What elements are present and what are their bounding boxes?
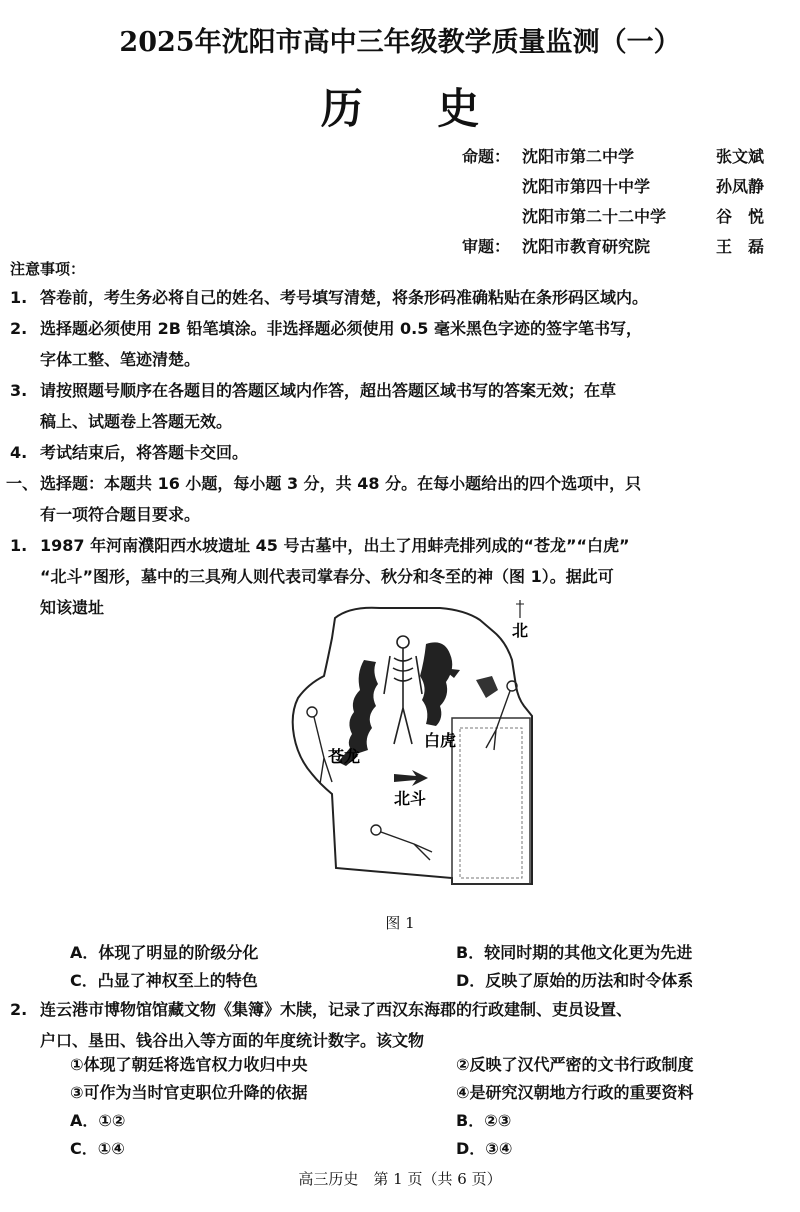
note-line: 考试结束后，将答题卡交回。	[40, 443, 249, 462]
q1-option-a: A．体现了明显的阶级分化	[70, 943, 259, 962]
tomb-figure	[280, 598, 550, 898]
page-footer: 高三历史 第 1 页（共 6 页）	[298, 1170, 502, 1188]
credits-block	[462, 144, 800, 264]
note-item	[10, 375, 790, 406]
note-item	[10, 282, 790, 313]
q2-option-a: A．①②	[70, 1111, 126, 1130]
note-item	[10, 437, 790, 468]
note-line: 选择题必须使用 2B 铅笔填涂。非选择题必须使用 0.5 毫米黑色字迹的签字笔书写，	[40, 319, 642, 338]
credit-name: 谷 悦	[716, 207, 765, 226]
q2-option-d: D．③④	[456, 1139, 513, 1158]
credit-row	[462, 144, 800, 174]
note-number: 2.	[10, 319, 28, 338]
credit-name: 张文斌	[716, 147, 765, 166]
note-number: 1.	[10, 288, 28, 307]
question-line: 知该遗址	[40, 598, 105, 617]
note-number: 4.	[10, 443, 28, 462]
question-line: “北斗”图形，墓中的三具殉人则代表司掌春分、秋分和冬至的神（图 1）。据此可	[40, 567, 614, 586]
q1-option-d: D．反映了原始的历法和时令体系	[456, 971, 694, 990]
q1-option-b: B．较同时期的其他文化更为先进	[456, 943, 693, 962]
canglong-label: 苍龙	[327, 747, 361, 766]
credit-school: 沈阳市第二十二中学	[522, 207, 667, 226]
q2-statement-3: ③可作为当时官吏职位升降的依据	[70, 1083, 308, 1102]
beidou-label: 北斗	[393, 789, 427, 808]
note-item	[10, 313, 790, 344]
section-line: 选择题：本题共 16 小题，每小题 3 分，共 48 分。在每小题给出的四个选项中，只	[40, 474, 642, 493]
q2-statement-2: ②反映了汉代严密的文书行政制度	[456, 1055, 694, 1074]
question-line: 连云港市博物馆馆藏文物《集簿》木牍，记录了西汉东海郡的行政建制、吏员设置、	[40, 1000, 633, 1019]
question-number: 1.	[10, 536, 28, 555]
tomb-plan-drawing	[280, 598, 550, 898]
credit-school: 沈阳市教育研究院	[522, 237, 651, 256]
q2-statement-1: ①体现了朝廷将选官权力收归中央	[70, 1055, 308, 1074]
question-line: 户口、垦田、钱谷出入等方面的年度统计数字。该文物	[40, 1031, 425, 1050]
credit-school: 沈阳市第二中学	[522, 147, 635, 166]
baihu-label: 白虎	[423, 731, 457, 750]
credit-role	[462, 204, 522, 234]
note-line: 字体工整、笔迹清楚。	[40, 350, 201, 369]
question-2	[10, 994, 790, 1056]
credit-row	[462, 204, 800, 234]
credit-name: 王 磊	[716, 237, 765, 256]
note-line: 答卷前，考生务必将自己的姓名、考号填写清楚，将条形码准确粘贴在条形码区域内。	[40, 288, 649, 307]
section-number: 一、	[6, 474, 39, 493]
note-number: 3.	[10, 381, 28, 400]
credit-row	[462, 234, 800, 264]
question-1	[10, 530, 790, 561]
figure-caption: 图 1	[385, 914, 415, 932]
q2-option-b: B．②③	[456, 1111, 512, 1130]
credit-row	[462, 174, 800, 204]
notes-heading: 注意事项：	[10, 260, 86, 278]
question-2-stem	[10, 994, 790, 1025]
q2-statement-4: ④是研究汉朝地方行政的重要资料	[456, 1083, 694, 1102]
section-line: 有一项符合题目要求。	[40, 505, 201, 524]
q1-option-c: C．凸显了神权至上的特色	[70, 971, 258, 990]
subject-title: 历 史	[320, 84, 510, 133]
credit-name: 孙凤静	[716, 177, 765, 196]
credit-role	[462, 174, 522, 204]
note-line: 请按照题号顺序在各题目的答题区域内作答，超出答题区域书写的答案无效；在草	[40, 381, 617, 400]
question-number: 2.	[10, 1000, 28, 1019]
credit-role: 审题：	[462, 237, 511, 256]
exam-title: 2025年沈阳市高中三年级教学质量监测（一）	[119, 27, 681, 58]
note-line: 稿上、试题卷上答题无效。	[40, 412, 233, 431]
credit-school: 沈阳市第四十中学	[522, 177, 651, 196]
section-heading	[6, 468, 790, 499]
credit-role: 命题：	[462, 147, 511, 166]
question-line: 1987 年河南濮阳西水坡遗址 45 号古墓中，出土了用蚌壳排列成的“苍龙”“白虎”	[40, 536, 630, 555]
notes-list	[6, 282, 790, 623]
q2-option-c: C．①④	[70, 1139, 125, 1158]
north-label: 北	[511, 621, 529, 640]
